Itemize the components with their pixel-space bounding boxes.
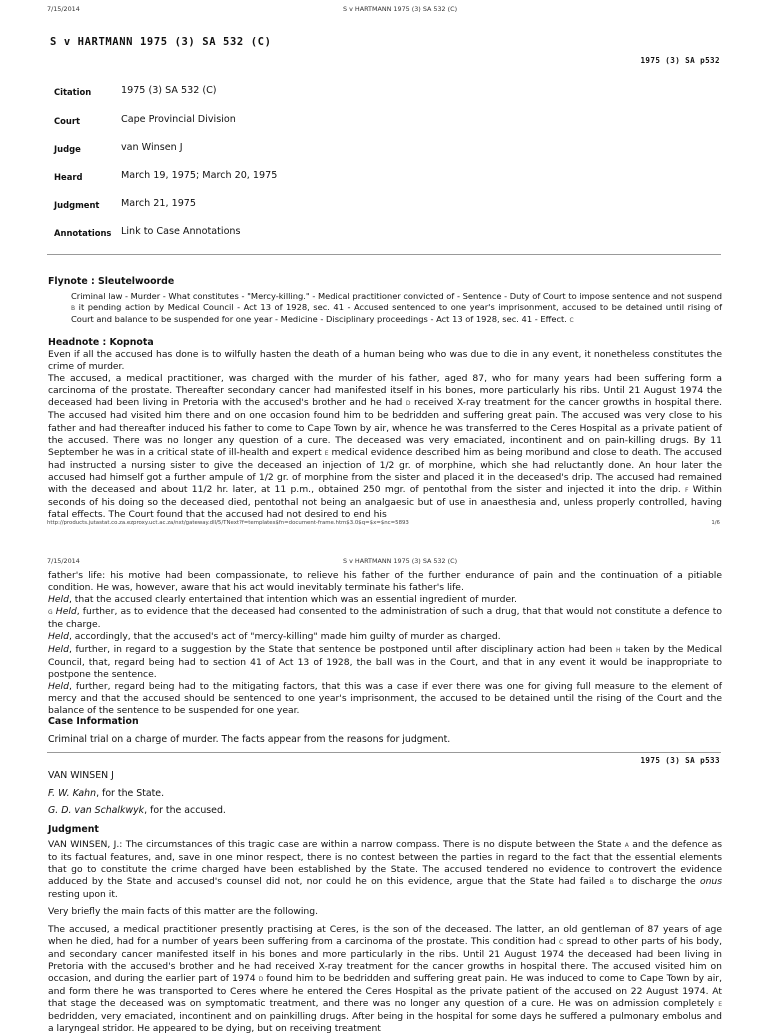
judgment-heading: Judgment [48, 824, 99, 835]
judge-line: VAN WINSEN J [48, 770, 114, 781]
counsel-state: F. W. Kahn, for the State. [48, 788, 165, 799]
print-header-title: S v HARTMANN 1975 (3) SA 532 (C) [343, 557, 458, 565]
judgment-text: VAN WINSEN, J.: The circumstances of this tragic case are within a narrow compass. There is no dispute between the State A and the defence as to its factual features, and, save in one minor respect, there is no contest between the parties in regard to the fact that the essential elements that go to constitute the crime charged have been established by the State. The accused tendered no evidence to controvert the evidence adduced by the State and accused's counsel did not, nor could he on this evidence, argue that the State had failed B to discharge the onus resting upon it. Very briefly the main facts of this matter are the following. The accused, a medical practitioner presently practising at Ceres, is the son of the deceased. The latter, an old gentleman of 87 years of age when he died, had for a number of years been suffering from a carcinoma of the prostate. This condition had C spread to other parts of his body, and secondary cancer manifested itself in his bones and more particularly in the ribs. Until 21 August 1974 the deceased had been living in Pretoria with the accused's brother and he had received X-ray treatment for the cancer growths in hospital there. The accused visited him on occasion, and during the earlier part of 1974 D found him to be bedridden and suffering great pain. He was induced to come to Cape Town by air, and form there he was transported to Ceres where he entered the Ceres Hospital as the private patient of the accused on 22 August 1974. At that stage the deceased was on symptomatic treatment, and there was no longer any question of a cure. He was on admission completely E bedridden, very emaciated, incontinent and on painkilling drugs. After being in the hospital for some days he suffered a pulmonary embolus and a laryngeal stridor. He appeared to be dying, but on receiving treatment [48, 839, 723, 1035]
meta-value-judgment: March 21, 1975 [121, 198, 197, 209]
meta-label-citation: Citation [54, 87, 92, 97]
counsel-accused: G. D. van Schalkwyk, for the accused. [48, 805, 226, 816]
meta-value-judge: van Winsen J [121, 142, 183, 153]
meta-label-annotations: Annotations [54, 228, 112, 238]
divider [47, 752, 721, 753]
meta-label-judge: Judge [54, 144, 81, 154]
document-page-2 [0, 552, 768, 1035]
meta-value-citation: 1975 (3) SA 532 (C) [121, 85, 217, 96]
meta-value-heard: March 19, 1975; March 20, 1975 [121, 170, 278, 181]
headnote-text: Even if all the accused has done is to wilfully hasten the death of a human being who was due to die in any event, it nonetheless constitutes the crime of murder. The accused, a medical practitioner, was charged with the murder of his father, aged 87, who for many years had been suffering form a carcinoma of the prostate. Thereafter secondary cancer had manifested itself in his bones, more particularly his ribs. Until 21 August 1974 the deceased had been living in Pretoria with the accused's brother and he had D received X-ray treatment for the cancer growths in hospital there. The accused had visited him there and on one occasion found him to be bedridden and suffering great pain. The accused was very close to his father and had thereafter induced his father to come to Cape Town by air, whence he was transferred to the Ceres Hospital as a private patient of the accused. There was no longer any question of a cure. The deceased was very emaciated, incontinent and on pain-killing drugs. By 11 September he was in a critical state of ill-health and expert E medical evidence described him as being moribund and close to death. The accused had instructed a nursing sister to give the deceased an injection of 1/2 gr. of morphine, which she had reluctantly done. An hour later the accused had himself got a further ampule of 1/2 gr. of morphine from the sister and placed it in the deceased's drip. The accused had remained with the deceased and about 11/2 hr. later, at 11 p.m., obtained 250 mgr. of pentothal from the sister and injected it into the drip. F Within seconds of his doing so the deceased died, pentothal not being an analgaesic but of use in anaesthesia and, unless properly controlled, having fatal effects. The Court found that the accused had not desired to end his [48, 349, 723, 521]
page-reference: 1975 (3) SA p532 [640, 56, 720, 65]
headnote-heading: Headnote : Kopnota [48, 337, 154, 348]
case-title: S v HARTMANN 1975 (3) SA 532 (C) [50, 36, 272, 48]
meta-label-judgment: Judgment [54, 200, 100, 210]
flynote-text: Criminal law - Murder - What constitutes - "Mercy-killing." - Medical practitioner convicted of - Sentence - Duty of Court to impose sentence and not suspend B it pending action by Medical Council - Act 13 of 1928, sec. 41 - Accused sentenced to one year's imprisonment, accused to be detained until rising of Court and balance to be suspended for one year - Medicine - Disciplinary proceedings - Act 13 of 1928, sec. 41 - Effect. C [71, 291, 722, 324]
flynote-heading: Flynote : Sleutelwoorde [48, 276, 175, 287]
case-information-text: Criminal trial on a charge of murder. The facts appear from the reasons for judgment. [48, 734, 451, 745]
meta-label-court: Court [54, 116, 80, 126]
case-information-heading: Case Information [48, 716, 139, 727]
meta-value-court: Cape Provincial Division [121, 114, 236, 125]
print-header-date: 7/15/2014 [47, 557, 80, 565]
meta-label-heard: Heard [54, 172, 83, 182]
print-footer-page: 1/6 [711, 520, 720, 526]
page-reference: 1975 (3) SA p533 [640, 756, 720, 765]
print-header-title: S v HARTMANN 1975 (3) SA 532 (C) [343, 5, 458, 13]
print-header-date: 7/15/2014 [47, 5, 80, 13]
print-footer-url: http://products.jutastat.co.za.ezproxy.uct.ac.za/nxt/gateway.dll/5/TNext?f=templates$fn=document-frame.htm$3.0$q=$x=$nc=5893 [47, 520, 409, 526]
divider [47, 254, 721, 255]
annotations-link[interactable]: Link to Case Annotations [121, 226, 241, 237]
headnote-continued: father's life: his motive had been compassionate, to relieve his father of the further endurance of pain and the continuation of a pitiable condition. He was, however, aware that his act would inevitably terminate his father's life. Held, that the accused clearly entertained that intention which was an essential ingredient of murder. G Held, further, as to evidence that the deceased had consented to the administration of such a drug, that that would not constitute a defence to the charge. Held, accordingly, that the accused's act of "mercy-killing" made him guilty of murder as charged. Held, further, in regard to a suggestion by the State that sentence be postponed until after disciplinary action had been H taken by the Medical Council, that, regard being had to section 41 of Act 13 of 1928, the ball was in the Court, and that in any event it would be inappropriate to postpone the sentence. Held, further, regard being had to the mitigating factors, that this was a case if ever there was one for giving full measure to the element of mercy and that the accused should be sentenced to one year's imprisonment, the accused to be detained until the rising of the Court and the balance of the sentence to be suspended for one year. [48, 570, 723, 717]
page-gap [0, 532, 768, 552]
